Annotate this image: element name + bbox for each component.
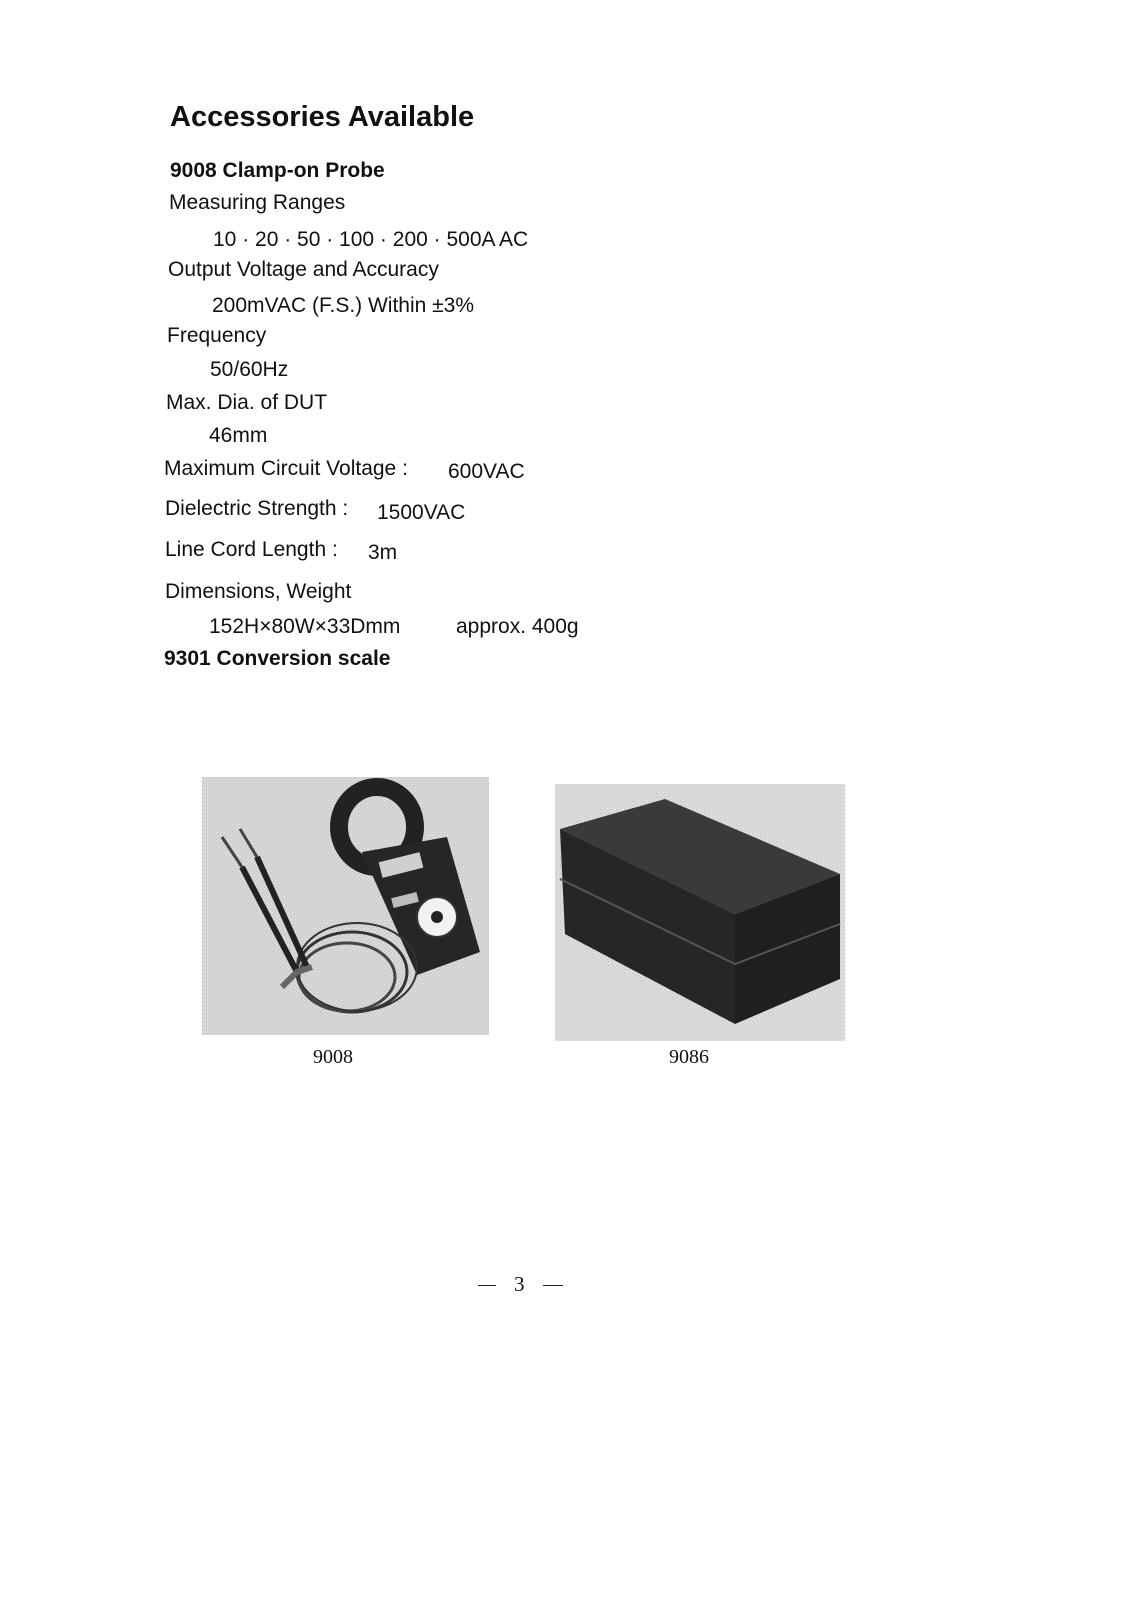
conversion-scale-title: 9301 Conversion scale bbox=[164, 647, 391, 670]
dielectric-value: 1500VAC bbox=[377, 501, 466, 524]
output-value: 200mVAC (F.S.) Within ±3% bbox=[212, 294, 475, 317]
photo-caption-9008: 9008 bbox=[313, 1046, 353, 1068]
probe-title: 9008 Clamp-on Probe bbox=[170, 159, 385, 182]
carrying-case-photo bbox=[555, 784, 845, 1041]
cord-length-value: 3m bbox=[368, 541, 398, 564]
dimensions-value: 152H×80W×33Dmm bbox=[209, 615, 401, 638]
cord-length-label: Line Cord Length : bbox=[165, 538, 338, 561]
dielectric-label: Dielectric Strength : bbox=[165, 497, 349, 520]
clamp-probe-illustration bbox=[202, 777, 489, 1035]
frequency-value: 50/60Hz bbox=[210, 358, 289, 381]
clamp-probe-photo bbox=[202, 777, 489, 1035]
max-circuit-voltage-label: Maximum Circuit Voltage : bbox=[164, 457, 408, 480]
measuring-ranges-value: 10 · 20 · 50 · 100 · 200 · 500A AC bbox=[213, 228, 529, 251]
carrying-case-illustration bbox=[555, 784, 845, 1041]
frequency-label: Frequency bbox=[167, 324, 267, 347]
max-circuit-voltage-value: 600VAC bbox=[448, 460, 525, 483]
page-number: 3 bbox=[514, 1272, 525, 1296]
measuring-ranges-label: Measuring Ranges bbox=[169, 191, 346, 214]
page-title: Accessories Available bbox=[170, 101, 475, 133]
weight-value: approx. 400g bbox=[456, 615, 579, 638]
photo-caption-9086: 9086 bbox=[669, 1046, 709, 1068]
page-number-left-dash bbox=[478, 1285, 496, 1286]
page-number-right-dash bbox=[543, 1285, 563, 1286]
maxdia-value: 46mm bbox=[209, 424, 268, 447]
dimensions-label: Dimensions, Weight bbox=[165, 580, 352, 603]
output-label: Output Voltage and Accuracy bbox=[168, 258, 439, 281]
maxdia-label: Max. Dia. of DUT bbox=[166, 391, 328, 414]
